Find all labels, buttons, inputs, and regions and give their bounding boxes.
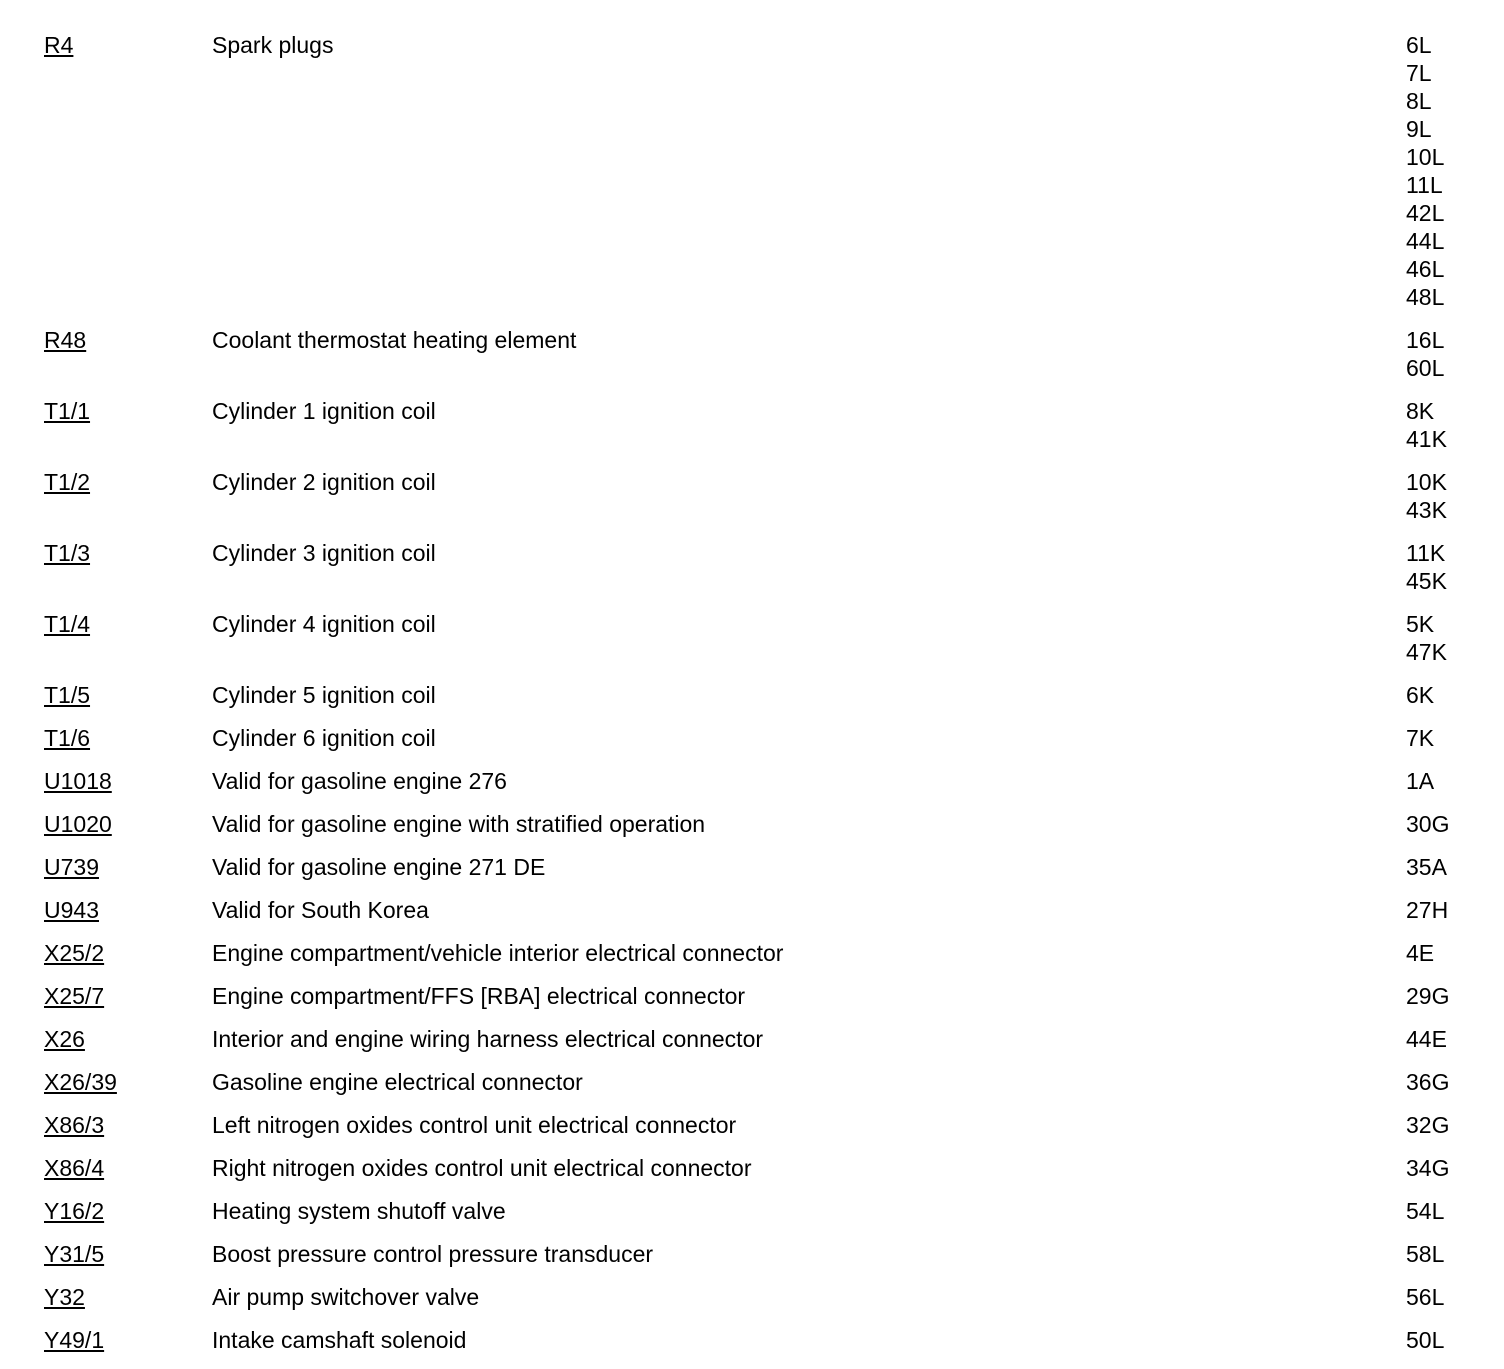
component-description: Left nitrogen oxides control unit electrical connector xyxy=(212,1112,737,1138)
grid-coordinate-list xyxy=(1406,1111,1449,1139)
component-code-link[interactable]: U943 xyxy=(44,897,99,923)
grid-coordinate: 8K xyxy=(1406,398,1435,424)
grid-coordinate-list xyxy=(1406,610,1447,666)
component-code-link[interactable]: X86/3 xyxy=(44,1112,105,1138)
grid-coordinate: 36G xyxy=(1406,1069,1450,1095)
legend-row xyxy=(44,982,1474,1025)
grid-coordinate: 50L xyxy=(1406,1327,1445,1353)
component-code-link[interactable]: R4 xyxy=(44,32,74,58)
grid-coordinate-list xyxy=(1406,1240,1444,1268)
grid-coordinate: 43K xyxy=(1406,497,1447,523)
grid-coordinate-list xyxy=(1406,724,1434,752)
component-code-link[interactable]: T1/1 xyxy=(44,398,91,424)
grid-coordinate: 45K xyxy=(1406,568,1447,594)
grid-coordinate: 1A xyxy=(1406,768,1435,794)
grid-coordinate-list xyxy=(1406,539,1447,595)
component-code-link[interactable]: X26/39 xyxy=(44,1069,117,1095)
component-description: Engine compartment/FFS [RBA] electrical connector xyxy=(212,983,746,1009)
grid-coordinate-list xyxy=(1406,397,1447,453)
grid-coordinate-list xyxy=(1406,1283,1444,1311)
grid-coordinate: 29G xyxy=(1406,983,1450,1009)
grid-coordinate: 8L xyxy=(1406,88,1432,114)
component-description: Cylinder 3 ignition coil xyxy=(212,540,436,566)
component-description: Cylinder 1 ignition coil xyxy=(212,398,436,424)
grid-coordinate-list xyxy=(1406,853,1447,881)
legend-row xyxy=(44,1197,1474,1240)
component-description: Valid for South Korea xyxy=(212,897,429,923)
grid-coordinate: 10K xyxy=(1406,469,1447,495)
component-code-link[interactable]: Y32 xyxy=(44,1284,85,1310)
legend-row xyxy=(44,1111,1474,1154)
grid-coordinate: 54L xyxy=(1406,1198,1445,1224)
component-description: Cylinder 5 ignition coil xyxy=(212,682,436,708)
grid-coordinate-list xyxy=(1406,810,1449,838)
legend-row xyxy=(44,1240,1474,1283)
component-description: Valid for gasoline engine 276 xyxy=(212,768,507,794)
component-description: Cylinder 6 ignition coil xyxy=(212,725,436,751)
component-code-link[interactable]: T1/2 xyxy=(44,469,91,495)
grid-coordinate: 11K xyxy=(1406,540,1446,566)
grid-coordinate: 44E xyxy=(1406,1026,1447,1052)
legend-row xyxy=(44,1068,1474,1111)
component-description: Intake camshaft solenoid xyxy=(212,1327,467,1353)
component-code-link[interactable]: Y16/2 xyxy=(44,1198,105,1224)
grid-coordinate: 35A xyxy=(1406,854,1447,880)
grid-coordinate-list xyxy=(1406,939,1434,967)
legend-row xyxy=(44,610,1474,681)
grid-coordinate: 34G xyxy=(1406,1155,1450,1181)
grid-coordinate-list xyxy=(1406,31,1444,311)
grid-coordinate-list xyxy=(1406,1068,1449,1096)
component-description: Heating system shutoff valve xyxy=(212,1198,506,1224)
component-description: Right nitrogen oxides control unit electrical connector xyxy=(212,1155,752,1181)
component-code-link[interactable]: X86/4 xyxy=(44,1155,105,1181)
grid-coordinate: 58L xyxy=(1406,1241,1445,1267)
legend-row xyxy=(44,31,1474,326)
component-description: Boost pressure control pressure transducer xyxy=(212,1241,654,1267)
component-description: Interior and engine wiring harness electrical connector xyxy=(212,1026,764,1052)
grid-coordinate: 60L xyxy=(1406,355,1445,381)
component-description: Valid for gasoline engine with stratified operation xyxy=(212,811,706,837)
grid-coordinate: 47K xyxy=(1406,639,1447,665)
component-code-link[interactable]: T1/6 xyxy=(44,725,91,751)
legend-row xyxy=(44,810,1474,853)
grid-coordinate-list xyxy=(1406,1197,1444,1225)
grid-coordinate-list xyxy=(1406,767,1434,795)
legend-row xyxy=(44,539,1474,610)
legend-row xyxy=(44,1326,1474,1369)
grid-coordinate: 56L xyxy=(1406,1284,1445,1310)
grid-coordinate: 10L xyxy=(1406,144,1445,170)
grid-coordinate-list xyxy=(1406,982,1449,1010)
grid-coordinate: 30G xyxy=(1406,811,1450,837)
legend-row xyxy=(44,326,1474,397)
component-legend-list xyxy=(44,31,1474,1369)
grid-coordinate-list xyxy=(1406,1154,1449,1182)
grid-coordinate: 4E xyxy=(1406,940,1435,966)
grid-coordinate: 6K xyxy=(1406,682,1435,708)
component-description: Engine compartment/vehicle interior electrical connector xyxy=(212,940,784,966)
legend-row xyxy=(44,853,1474,896)
legend-row xyxy=(44,767,1474,810)
component-description: Gasoline engine electrical connector xyxy=(212,1069,583,1095)
component-description: Air pump switchover valve xyxy=(212,1284,480,1310)
component-description: Spark plugs xyxy=(212,32,334,58)
component-code-link[interactable]: Y31/5 xyxy=(44,1241,105,1267)
grid-coordinate: 5K xyxy=(1406,611,1435,637)
component-code-link[interactable]: T1/3 xyxy=(44,540,91,566)
component-code-link[interactable]: T1/4 xyxy=(44,611,91,637)
legend-row xyxy=(44,939,1474,982)
legend-row xyxy=(44,1283,1474,1326)
grid-coordinate: 11L xyxy=(1406,172,1443,198)
grid-coordinate: 44L xyxy=(1406,228,1445,254)
legend-row xyxy=(44,724,1474,767)
grid-coordinate: 42L xyxy=(1406,200,1445,226)
component-description: Valid for gasoline engine 271 DE xyxy=(212,854,546,880)
grid-coordinate: 27H xyxy=(1406,897,1449,923)
grid-coordinate: 7L xyxy=(1406,60,1432,86)
legend-row xyxy=(44,1154,1474,1197)
grid-coordinate: 7K xyxy=(1406,725,1435,751)
grid-coordinate-list xyxy=(1406,1326,1444,1354)
legend-row xyxy=(44,397,1474,468)
grid-coordinate: 41K xyxy=(1406,426,1447,452)
grid-coordinate: 6L xyxy=(1406,32,1432,58)
component-code-link[interactable]: T1/5 xyxy=(44,682,91,708)
legend-row xyxy=(44,896,1474,939)
component-code-link[interactable]: U739 xyxy=(44,854,99,880)
legend-row xyxy=(44,1025,1474,1068)
component-description: Cylinder 4 ignition coil xyxy=(212,611,436,637)
grid-coordinate-list xyxy=(1406,468,1447,524)
component-code-link[interactable]: R48 xyxy=(44,327,87,353)
legend-row xyxy=(44,681,1474,724)
grid-coordinate-list xyxy=(1406,326,1444,382)
component-description: Coolant thermostat heating element xyxy=(212,327,577,353)
component-code-link[interactable]: U1018 xyxy=(44,768,112,794)
component-code-link[interactable]: X25/7 xyxy=(44,983,105,1009)
grid-coordinate-list xyxy=(1406,896,1448,924)
grid-coordinate: 32G xyxy=(1406,1112,1450,1138)
grid-coordinate-list xyxy=(1406,1025,1447,1053)
grid-coordinate: 46L xyxy=(1406,256,1445,282)
component-code-link[interactable]: U1020 xyxy=(44,811,112,837)
component-description: Cylinder 2 ignition coil xyxy=(212,469,436,495)
legend-row xyxy=(44,468,1474,539)
grid-coordinate: 9L xyxy=(1406,116,1432,142)
grid-coordinate: 16L xyxy=(1406,327,1445,353)
grid-coordinate-list xyxy=(1406,681,1434,709)
component-code-link[interactable]: X26 xyxy=(44,1026,85,1052)
grid-coordinate: 48L xyxy=(1406,284,1445,310)
component-code-link[interactable]: Y49/1 xyxy=(44,1327,105,1353)
component-code-link[interactable]: X25/2 xyxy=(44,940,105,966)
